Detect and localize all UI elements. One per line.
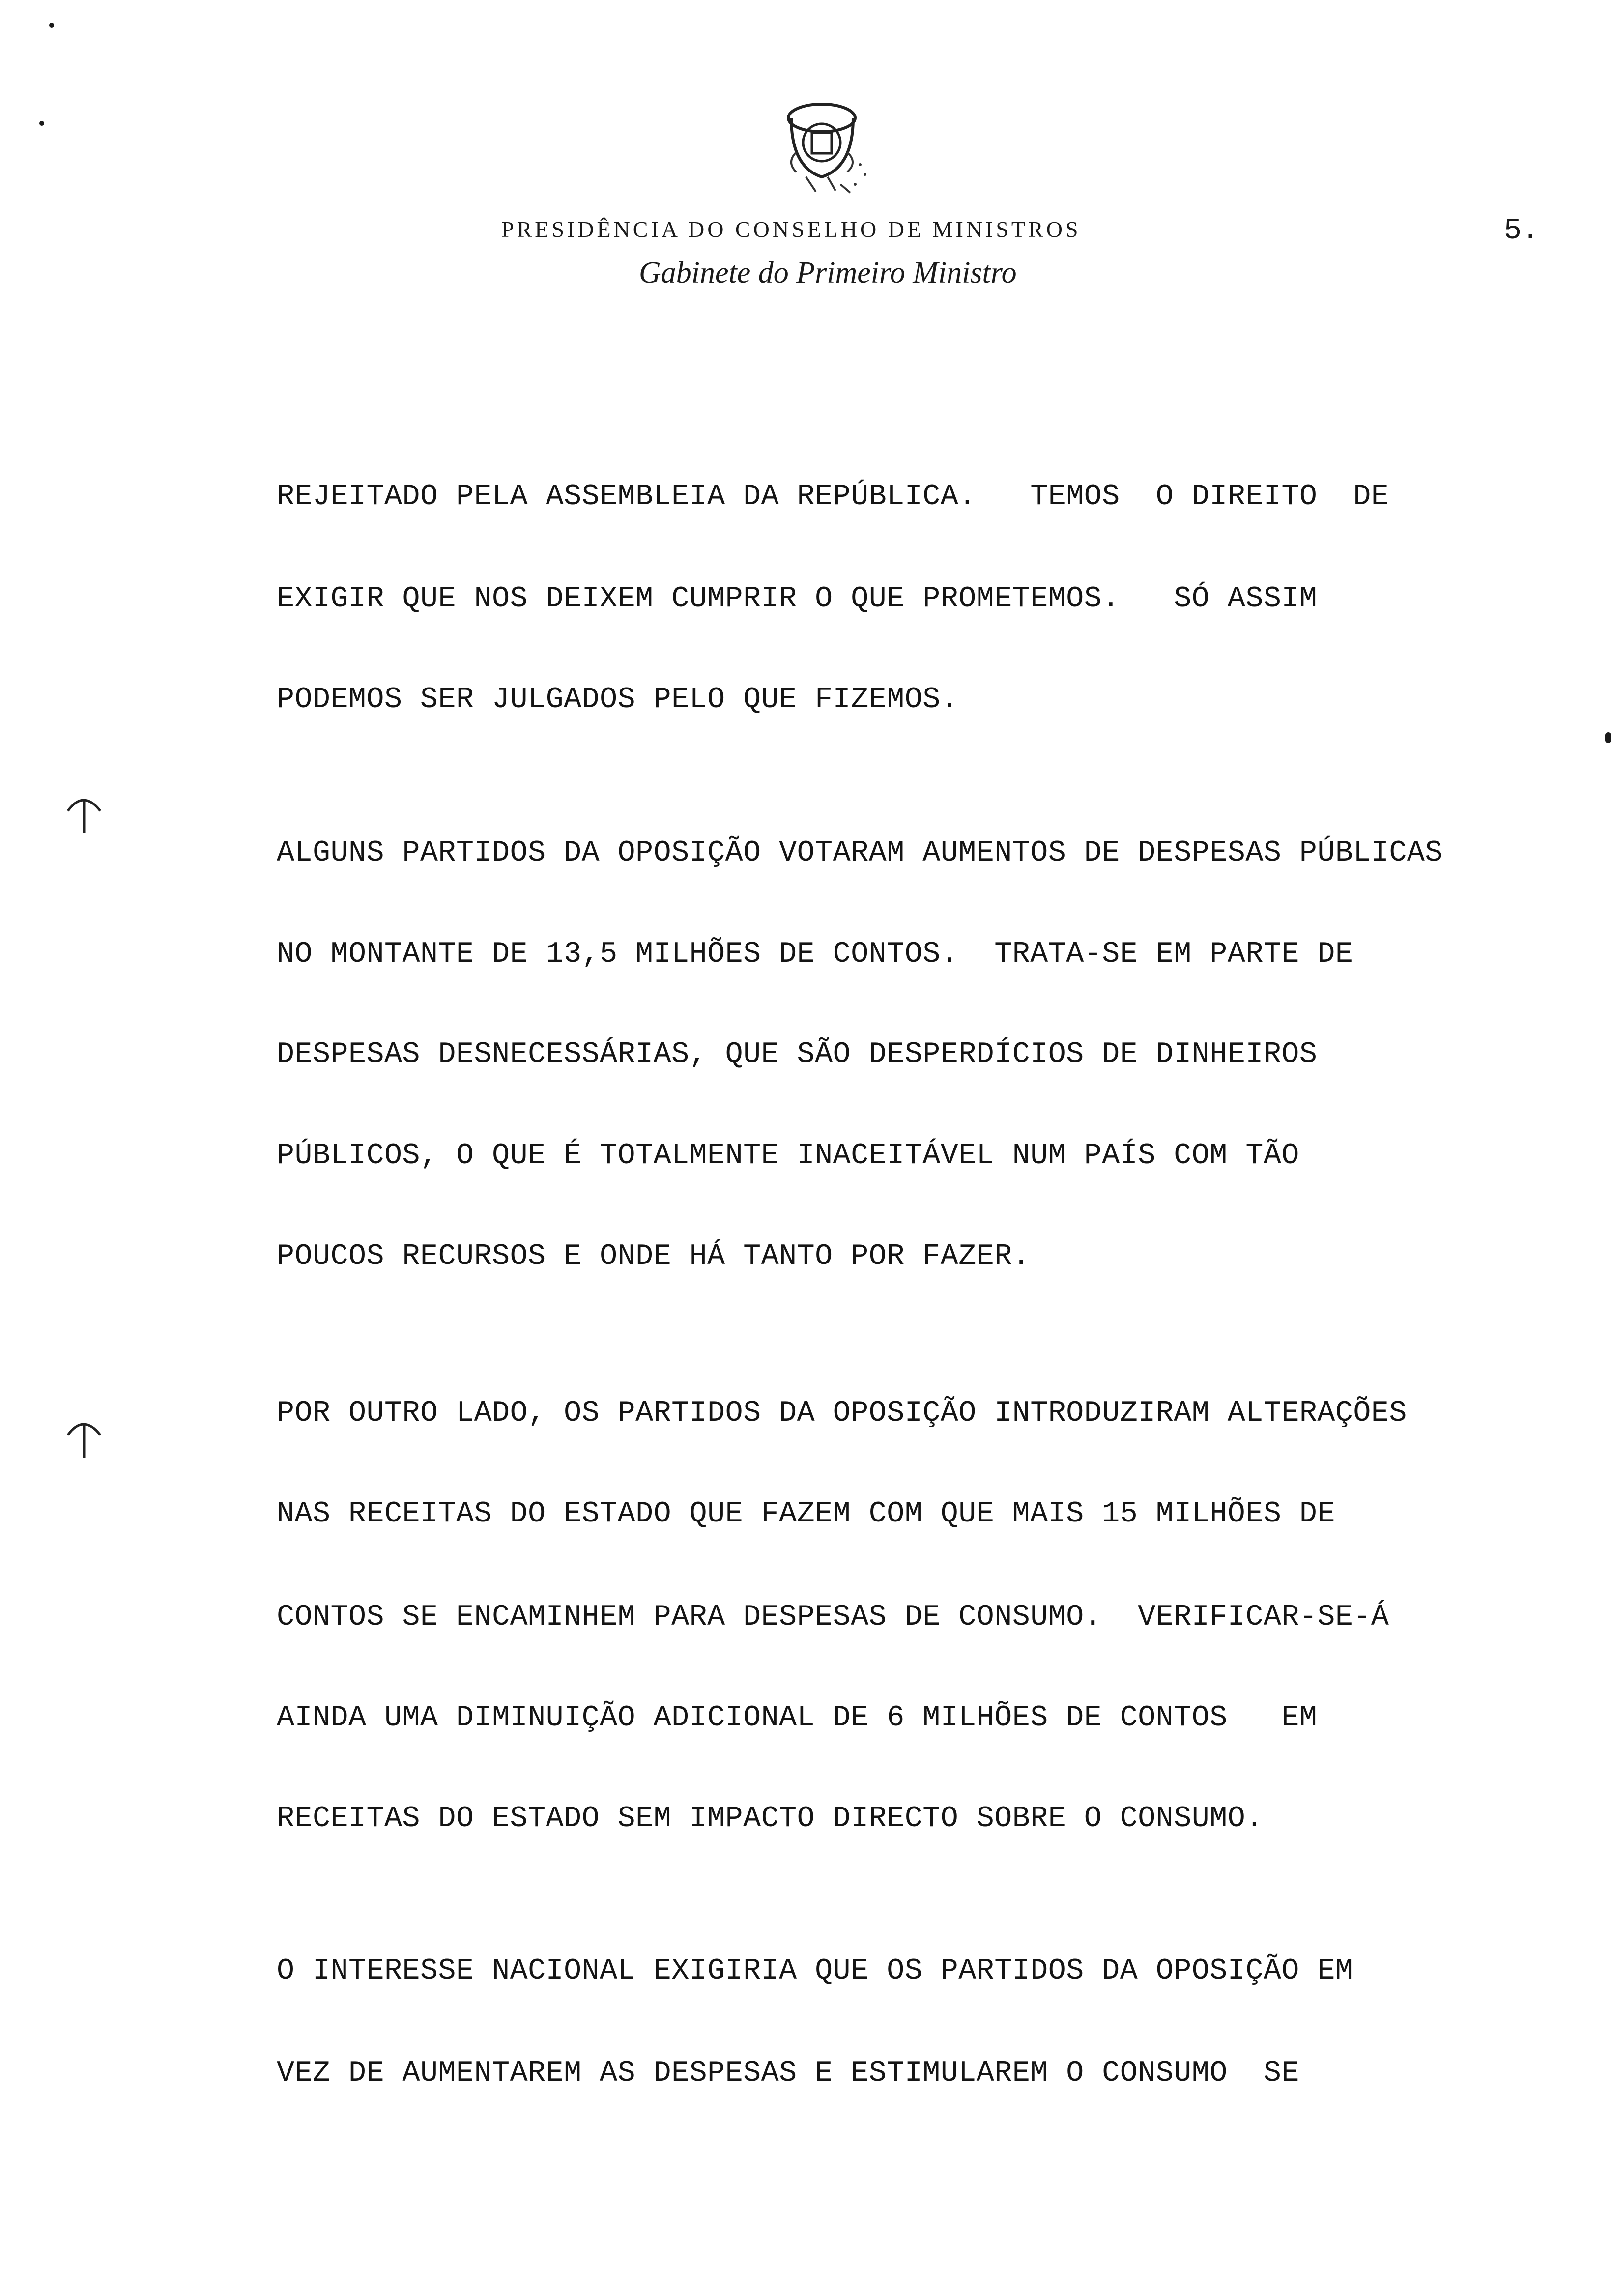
text-line: EXIGIR QUE NOS DEIXEM CUMPRIR O QUE PROMETEMOS. SÓ ASSIM (277, 582, 1318, 616)
text-line: NO MONTANTE DE 13,5 MILHÕES DE CONTOS. TRATA-SE EM PARTE DE (277, 938, 1353, 971)
paragraph-mark-icon (64, 1415, 103, 1460)
text-line: POR OUTRO LADO, OS PARTIDOS DA OPOSIÇÃO INTRODUZIRAM ALTERAÇÕES (277, 1397, 1407, 1430)
text-line: REJEITADO PELA ASSEMBLEIA DA REPÚBLICA. TEMOS O DIREITO DE (277, 480, 1389, 514)
page-number: 5. (1504, 214, 1540, 248)
scan-speck (49, 23, 54, 28)
text-line: CONTOS SE ENCAMINHEM PARA DESPESAS DE CONSUMO. VERIFICAR-SE-Á (277, 1601, 1389, 1634)
text-line: PODEMOS SER JULGADOS PELO QUE FIZEMOS. (277, 683, 959, 717)
text-line: PÚBLICOS, O QUE É TOTALMENTE INACEITÁVEL NUM PAÍS COM TÃO (277, 1139, 1299, 1173)
text-line: NAS RECEITAS DO ESTADO QUE FAZEM COM QUE MAIS 15 MILHÕES DE (277, 1497, 1335, 1531)
text-line: DESPESAS DESNECESSÁRIAS, QUE SÃO DESPERDÍCIOS DE DINHEIROS (277, 1038, 1318, 1071)
coat-of-arms-icon (767, 79, 880, 197)
text-line: POUCOS RECURSOS E ONDE HÁ TANTO POR FAZER. (277, 1240, 1031, 1273)
header-subtitle: Gabinete do Primeiro Ministro (639, 256, 1017, 289)
text-line: O INTERESSE NACIONAL EXIGIRIA QUE OS PARTIDOS DA OPOSIÇÃO EM (277, 1954, 1353, 1988)
text-line: VEZ DE AUMENTAREM AS DESPESAS E ESTIMULAREM O CONSUMO SE (277, 2057, 1299, 2090)
header-title: PRESIDÊNCIA DO CONSELHO DE MINISTROS (501, 217, 1081, 242)
text-line: AINDA UMA DIMINUIÇÃO ADICIONAL DE 6 MILHÕES DE CONTOS EM (277, 1701, 1318, 1735)
text-line: RECEITAS DO ESTADO SEM IMPACTO DIRECTO SOBRE O CONSUMO. (277, 1802, 1264, 1836)
scan-speck (1605, 732, 1611, 743)
scan-speck (39, 121, 44, 126)
paragraph-mark-icon (64, 791, 103, 835)
text-line: ALGUNS PARTIDOS DA OPOSIÇÃO VOTARAM AUMENTOS DE DESPESAS PÚBLICAS (277, 836, 1443, 870)
